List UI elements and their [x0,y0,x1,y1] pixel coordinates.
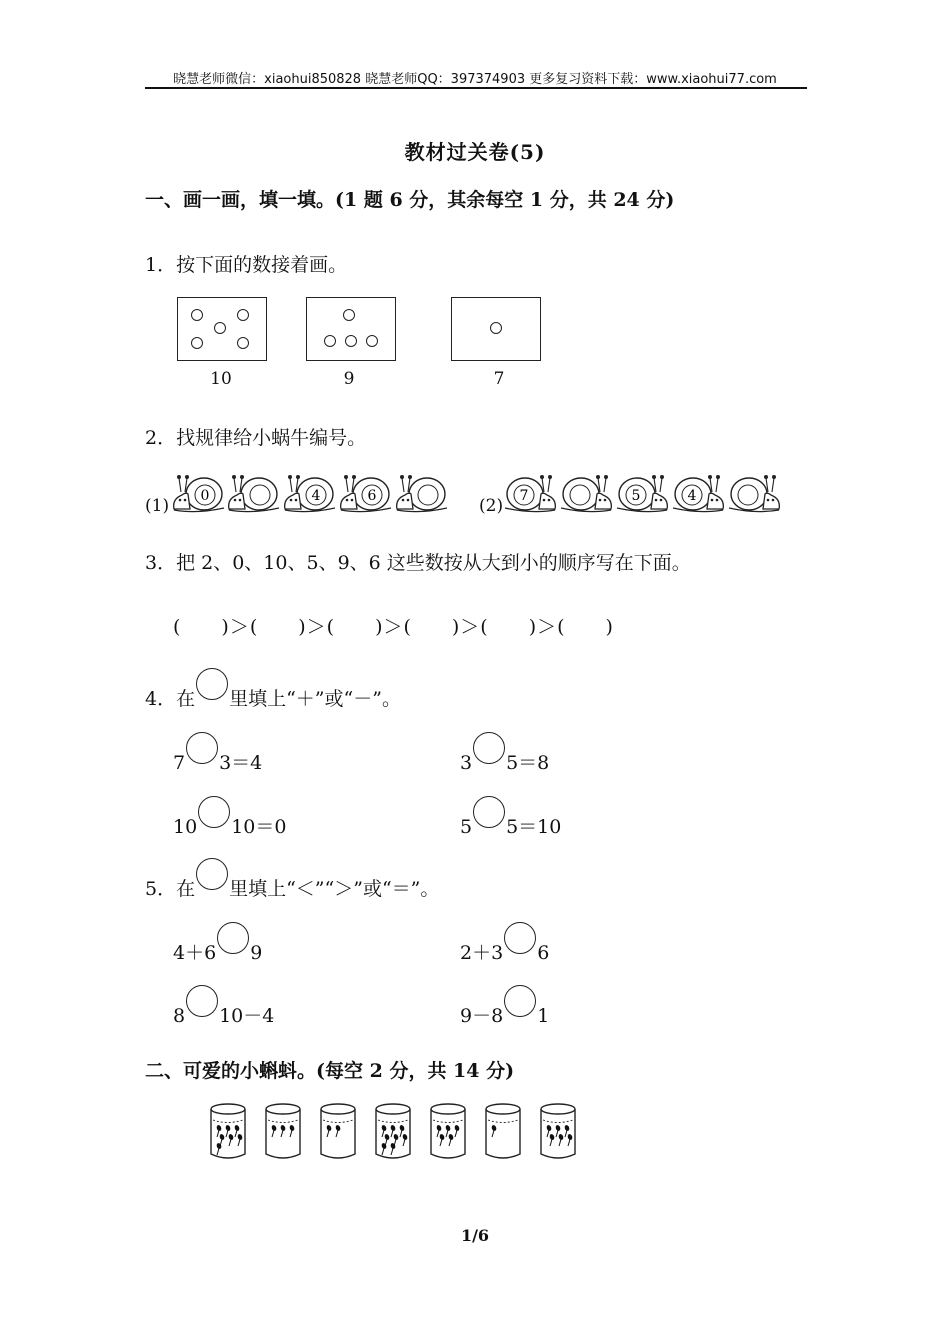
jar-icon [266,1104,300,1158]
equation-row: 5 5＝10 [460,796,561,839]
question-5: 5．在 里填上“＜”“＞”或“＝”。 [145,858,439,901]
snail-group-2-label: (2) [479,496,504,516]
question-2: 2．找规律给小蜗牛编号。 [145,427,367,449]
section-2-heading: 二、可爱的小蝌蚪。(每空 2 分，共 14 分) [145,1060,515,1082]
section-1-heading: 一、画一画，填一填。(1 题 6 分，其余每空 1 分，共 24 分) [145,189,675,211]
jar-icon [376,1104,410,1158]
comparison-row: 9－8 1 [460,985,549,1028]
jar-icon [486,1104,520,1158]
box-label: 9 [343,369,355,389]
snail-group-1-label: (1) [145,496,170,516]
order-answer-line: ( )＞( )＞( )＞( )＞( )＞( ) [173,616,614,638]
equation-row: 10 10＝0 [173,796,286,839]
snail-number: 4 [687,488,697,504]
snail-number: 6 [367,488,377,504]
snail-number: 7 [519,488,529,504]
question-1: 1．按下面的数接着画。 [145,254,348,276]
snail-number: 4 [311,488,321,504]
jar-icon [211,1104,245,1158]
snail-number: 0 [200,488,210,504]
page-number: 1/6 [460,1226,490,1245]
equation-row: 3 5＝8 [460,732,549,775]
comparison-row: 4＋6 9 [173,922,262,965]
page-title: 教材过关卷(5) [404,140,546,164]
question-4: 4．在 里填上“＋”或“－”。 [145,668,401,711]
comparison-row: 8 10－4 [173,985,274,1028]
snail-number: 5 [631,488,641,504]
jar-icon [431,1104,465,1158]
jar-icon [541,1104,575,1158]
box-label: 7 [493,369,505,389]
equation-row: 7 3＝4 [173,732,262,775]
comparison-row: 2＋3 6 [460,922,549,965]
box-label: 10 [210,369,232,389]
jar-icon [321,1104,355,1158]
question-3: 3．把 2、0、10、5、9、6 这些数按从大到小的顺序写在下面。 [145,552,691,574]
page-header: 晓慧老师微信：xiaohui850828 晓慧老师QQ：397374903 更多复习资料下载：www.xiaohui77.com [173,72,777,87]
